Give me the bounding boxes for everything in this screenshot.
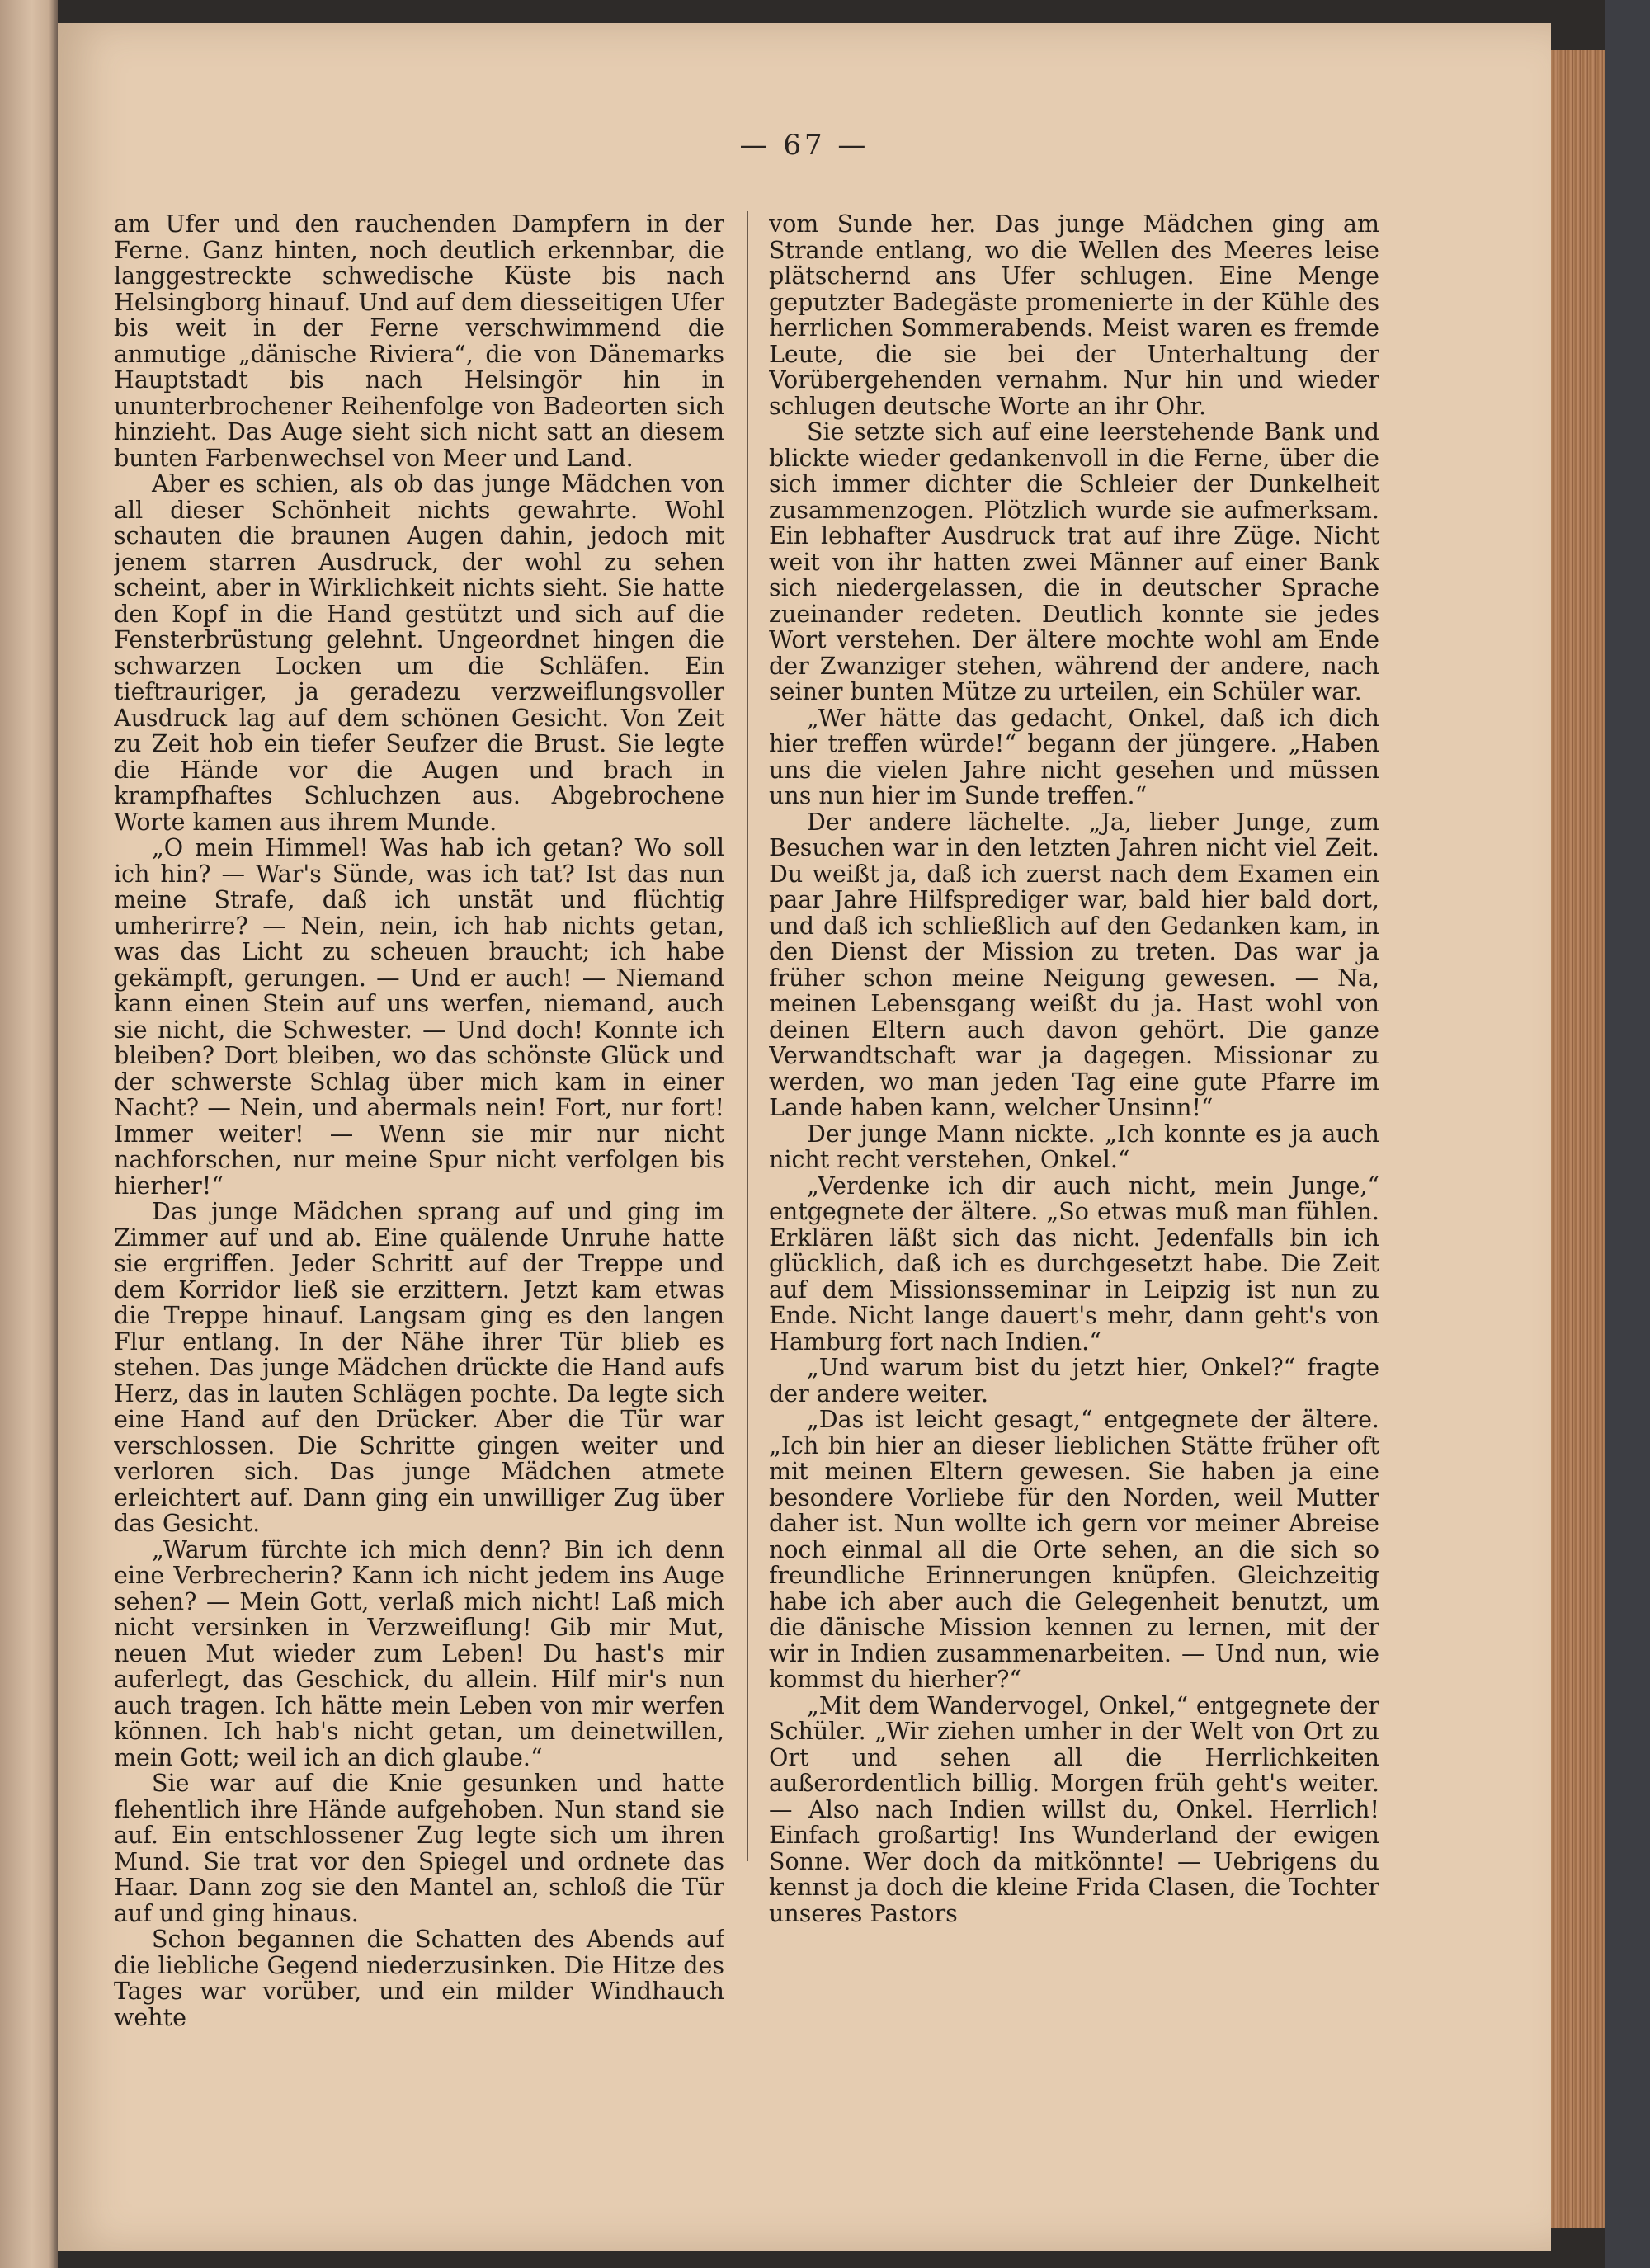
paragraph: „Mit dem Wandervogel, Onkel,“ entgegnete der Schüler. „Wir ziehen umher in der Welt von Ort zu Ort und sehen all die Herrlichkeiten außerordentlich billig. Morgen früh geht's weiter. — Also nach Indien willst du, Onkel. Herrlich! Einfach großartig! Ins Wunderland der ewigen Sonne. Wer doch da mitkönnte! — Uebrigens du kennst ja doch die kleine Frida Clasen, die Tochter unseres Pastors [769, 1691, 1379, 1927]
paragraph: Sie setzte sich auf eine leerstehende Bank und blickte wieder gedankenvoll in die Ferne, über die sich immer dichter die Schleier der Dunkelheit zusammenzogen. Plötzlich wurde sie aufmerksam. Ein lebhafter Ausdruck trat auf ihre Züge. Nicht weit von ihr hatten zwei Männer auf einer Bank sich niedergelassen, die in deutscher Sprache zueinander redeten. Deutlich konnte sie jedes Wort verstehen. Der ältere mochte wohl am Ende der Zwanziger stehen, während der andere, nach seiner bunten Mütze zu urteilen, ein Schüler war. [769, 418, 1379, 705]
text-column-right [769, 211, 1379, 2134]
paragraph: Das junge Mädchen sprang auf und ging im Zimmer auf und ab. Eine quälende Unruhe hatte sie ergriffen. Jeder Schritt auf der Treppe und dem Korridor ließ sie erzittern. Jetzt kam etwas die Treppe hinauf. Langsam ging es den langen Flur entlang. In der Nähe ihrer Tür blieb es stehen. Das junge Mädchen drückte die Hand aufs Herz, das in lauten Schlägen pochte. Da legte sich eine Hand auf den Drücker. Aber die Tür war verschlossen. Die Schritte gingen weiter und verloren sich. Das junge Mädchen atmete erleichtert auf. Dann ging ein unwilliger Zug über das Gesicht. [114, 1198, 724, 1537]
paragraph: „Warum fürchte ich mich denn? Bin ich denn eine Verbrecherin? Kann ich nicht jedem ins Auge sehen? — Mein Gott, verlaß mich nicht! Laß mich nicht versinken in Verzweiflung! Gib mir Mut, neuen Mut wieder zum Leben! Du hast's mir auferlegt, das Geschick, du allein. Hilf mir's nun auch tragen. Ich hätte mein Leben von mir werfen können. Ich hab's nicht getan, um deinetwillen, mein Gott; weil ich an dich glaube.“ [114, 1535, 724, 1771]
paragraph: Aber es schien, als ob das junge Mädchen von all dieser Schönheit nichts gewahrte. Wohl schauten die braunen Augen dahin, jedoch mit jenem starren Ausdruck, der wohl zu sehen scheint, aber in Wirklichkeit nichts sieht. Sie hatte den Kopf in die Hand gestützt und sich auf die Fensterbrüstung gelehnt. Ungeordnet hingen die schwarzen Locken um die Schläfen. Ein tieftrauriger, ja geradezu verzweiflungsvoller Ausdruck lag auf dem schönen Gesicht. Von Zeit zu Zeit hob ein tiefer Seufzer die Brust. Sie legte die Hände vor die Augen und brach in krampfhaftes Schluchzen aus. Abgebrochene Worte kamen aus ihrem Munde. [114, 470, 724, 836]
text-column-left [114, 211, 724, 2134]
paragraph: Sie war auf die Knie gesunken und hatte flehentlich ihre Hände aufgehoben. Nun stand sie auf. Ein entschlossener Zug legte sich um ihren Mund. Sie trat vor den Spiegel und ordnete das Haar. Dann zog sie den Mantel an, schloß die Tür auf und ging hinaus. [114, 1770, 724, 1927]
book-page [58, 23, 1551, 2251]
paragraph: Der junge Mann nickte. „Ich konnte es ja auch nicht recht verstehen, Onkel.“ [769, 1120, 1379, 1173]
paragraph: „Das ist leicht gesagt,“ entgegnete der ältere. „Ich bin hier an dieser lieblichen Stätte früher oft mit meinen Eltern gewesen. Sie haben ja eine besondere Vorliebe für den Norden, weil Mutter daher ist. Nun wollte ich gern vor meiner Abreise noch einmal all die Orte sehen, an die sich so freundliche Erinnerungen knüpfen. Gleichzeitig habe ich aber auch die Gelegenheit benutzt, um die dänische Mission kennen zu lernen, mit der wir in Indien zusammenarbeiten. — Und nun, wie kommst du hierher?“ [769, 1406, 1379, 1693]
page-number: — 67 — [739, 129, 870, 162]
paragraph: vom Sunde her. Das junge Mädchen ging am Strande entlang, wo die Wellen des Meeres leise plätschernd ans Ufer schlugen. Eine Menge geputzter Badegäste promenierte in der Kühle des herrlichen Sommerabends. Meist waren es fremde Leute, die sie bei der Unterhaltung der Vorübergehenden vernahm. Nur hin und wieder schlugen deutsche Worte an ihr Ohr. [769, 211, 1379, 420]
paragraph: Der andere lächelte. „Ja, lieber Junge, zum Besuchen war in den letzten Jahren nicht viel Zeit. Du weißt ja, daß ich zuerst nach dem Examen ein paar Jahre Hilfsprediger war, bald hier bald dort, und daß ich schließlich auf den Gedanken kam, in den Dienst der Mission zu treten. Das war ja früher schon meine Neigung gewesen. — Na, meinen Lebensgang weißt du ja. Hast wohl von deinen Eltern auch davon gehört. Die ganze Verwandtschaft war ja dagegen. Missionar zu werden, wo man jeden Tag eine gute Pfarre im Lande haben kann, welcher Unsinn!“ [769, 808, 1379, 1121]
book-cover-edge [1605, 0, 1650, 2268]
facing-page-edge [0, 0, 58, 2268]
paragraph: „Wer hätte das gedacht, Onkel, daß ich dich hier treffen würde!“ begann der jüngere. „Haben uns die vielen Jahre nicht gesehen und müssen uns nun hier im Sunde treffen.“ [769, 704, 1379, 809]
paragraph: am Ufer und den rauchenden Dampfern in der Ferne. Ganz hinten, noch deutlich erkennbar, die langgestreckte schwedische Küste bis nach Helsingborg hinauf. Und auf dem diesseitigen Ufer bis weit in der Ferne verschwimmend die anmutige „dänische Riviera“, die von Dänemarks Hauptstadt bis nach Helsingör hin in ununterbrochener Reihenfolge von Badeorten sich hinzieht. Das Auge sieht sich nicht satt an diesem bunten Farbenwechsel von Meer und Land. [114, 211, 724, 472]
paragraph: Schon begannen die Schatten des Abends auf die liebliche Gegend niederzusinken. Die Hitze des Tages war vorüber, und ein milder Windhauch wehte [114, 1926, 724, 2031]
page-block-edge [1551, 50, 1605, 2228]
paragraph: „O mein Himmel! Was hab ich getan? Wo soll ich hin? — War's Sünde, was ich tat? Ist das nun meine Strafe, daß ich unstät und flüchtig umherirre? — Nein, nein, ich hab nichts getan, was das Licht zu scheuen braucht; ich habe gekämpft, gerungen. — Und er auch! — Niemand kann einen Stein auf uns werfen, niemand, auch sie nicht, die Schwester. — Und doch! Konnte ich bleiben? Dort bleiben, wo das schönste Glück und der schwerste Schlag über mich kam in einer Nacht? — Nein, und abermals nein! Fort, nur fort! Immer weiter! — Wenn sie mir nur nicht nachforschen, nur meine Spur nicht verfolgen bis hierher!“ [114, 834, 724, 1200]
paragraph: „Und warum bist du jetzt hier, Onkel?“ fragte der andere weiter. [769, 1354, 1379, 1407]
column-divider [747, 211, 748, 1861]
paragraph: „Verdenke ich dir auch nicht, mein Junge,“ entgegnete der ältere. „So etwas muß man fühlen. Erklären läßt sich das nicht. Jedenfalls bin ich glücklich, daß ich es durchgesetzt habe. Die Zeit auf dem Missionsseminar in Leipzig ist nun zu Ende. Nicht lange dauert's mehr, dann geht's von Hamburg fort nach Indien.“ [769, 1172, 1379, 1356]
